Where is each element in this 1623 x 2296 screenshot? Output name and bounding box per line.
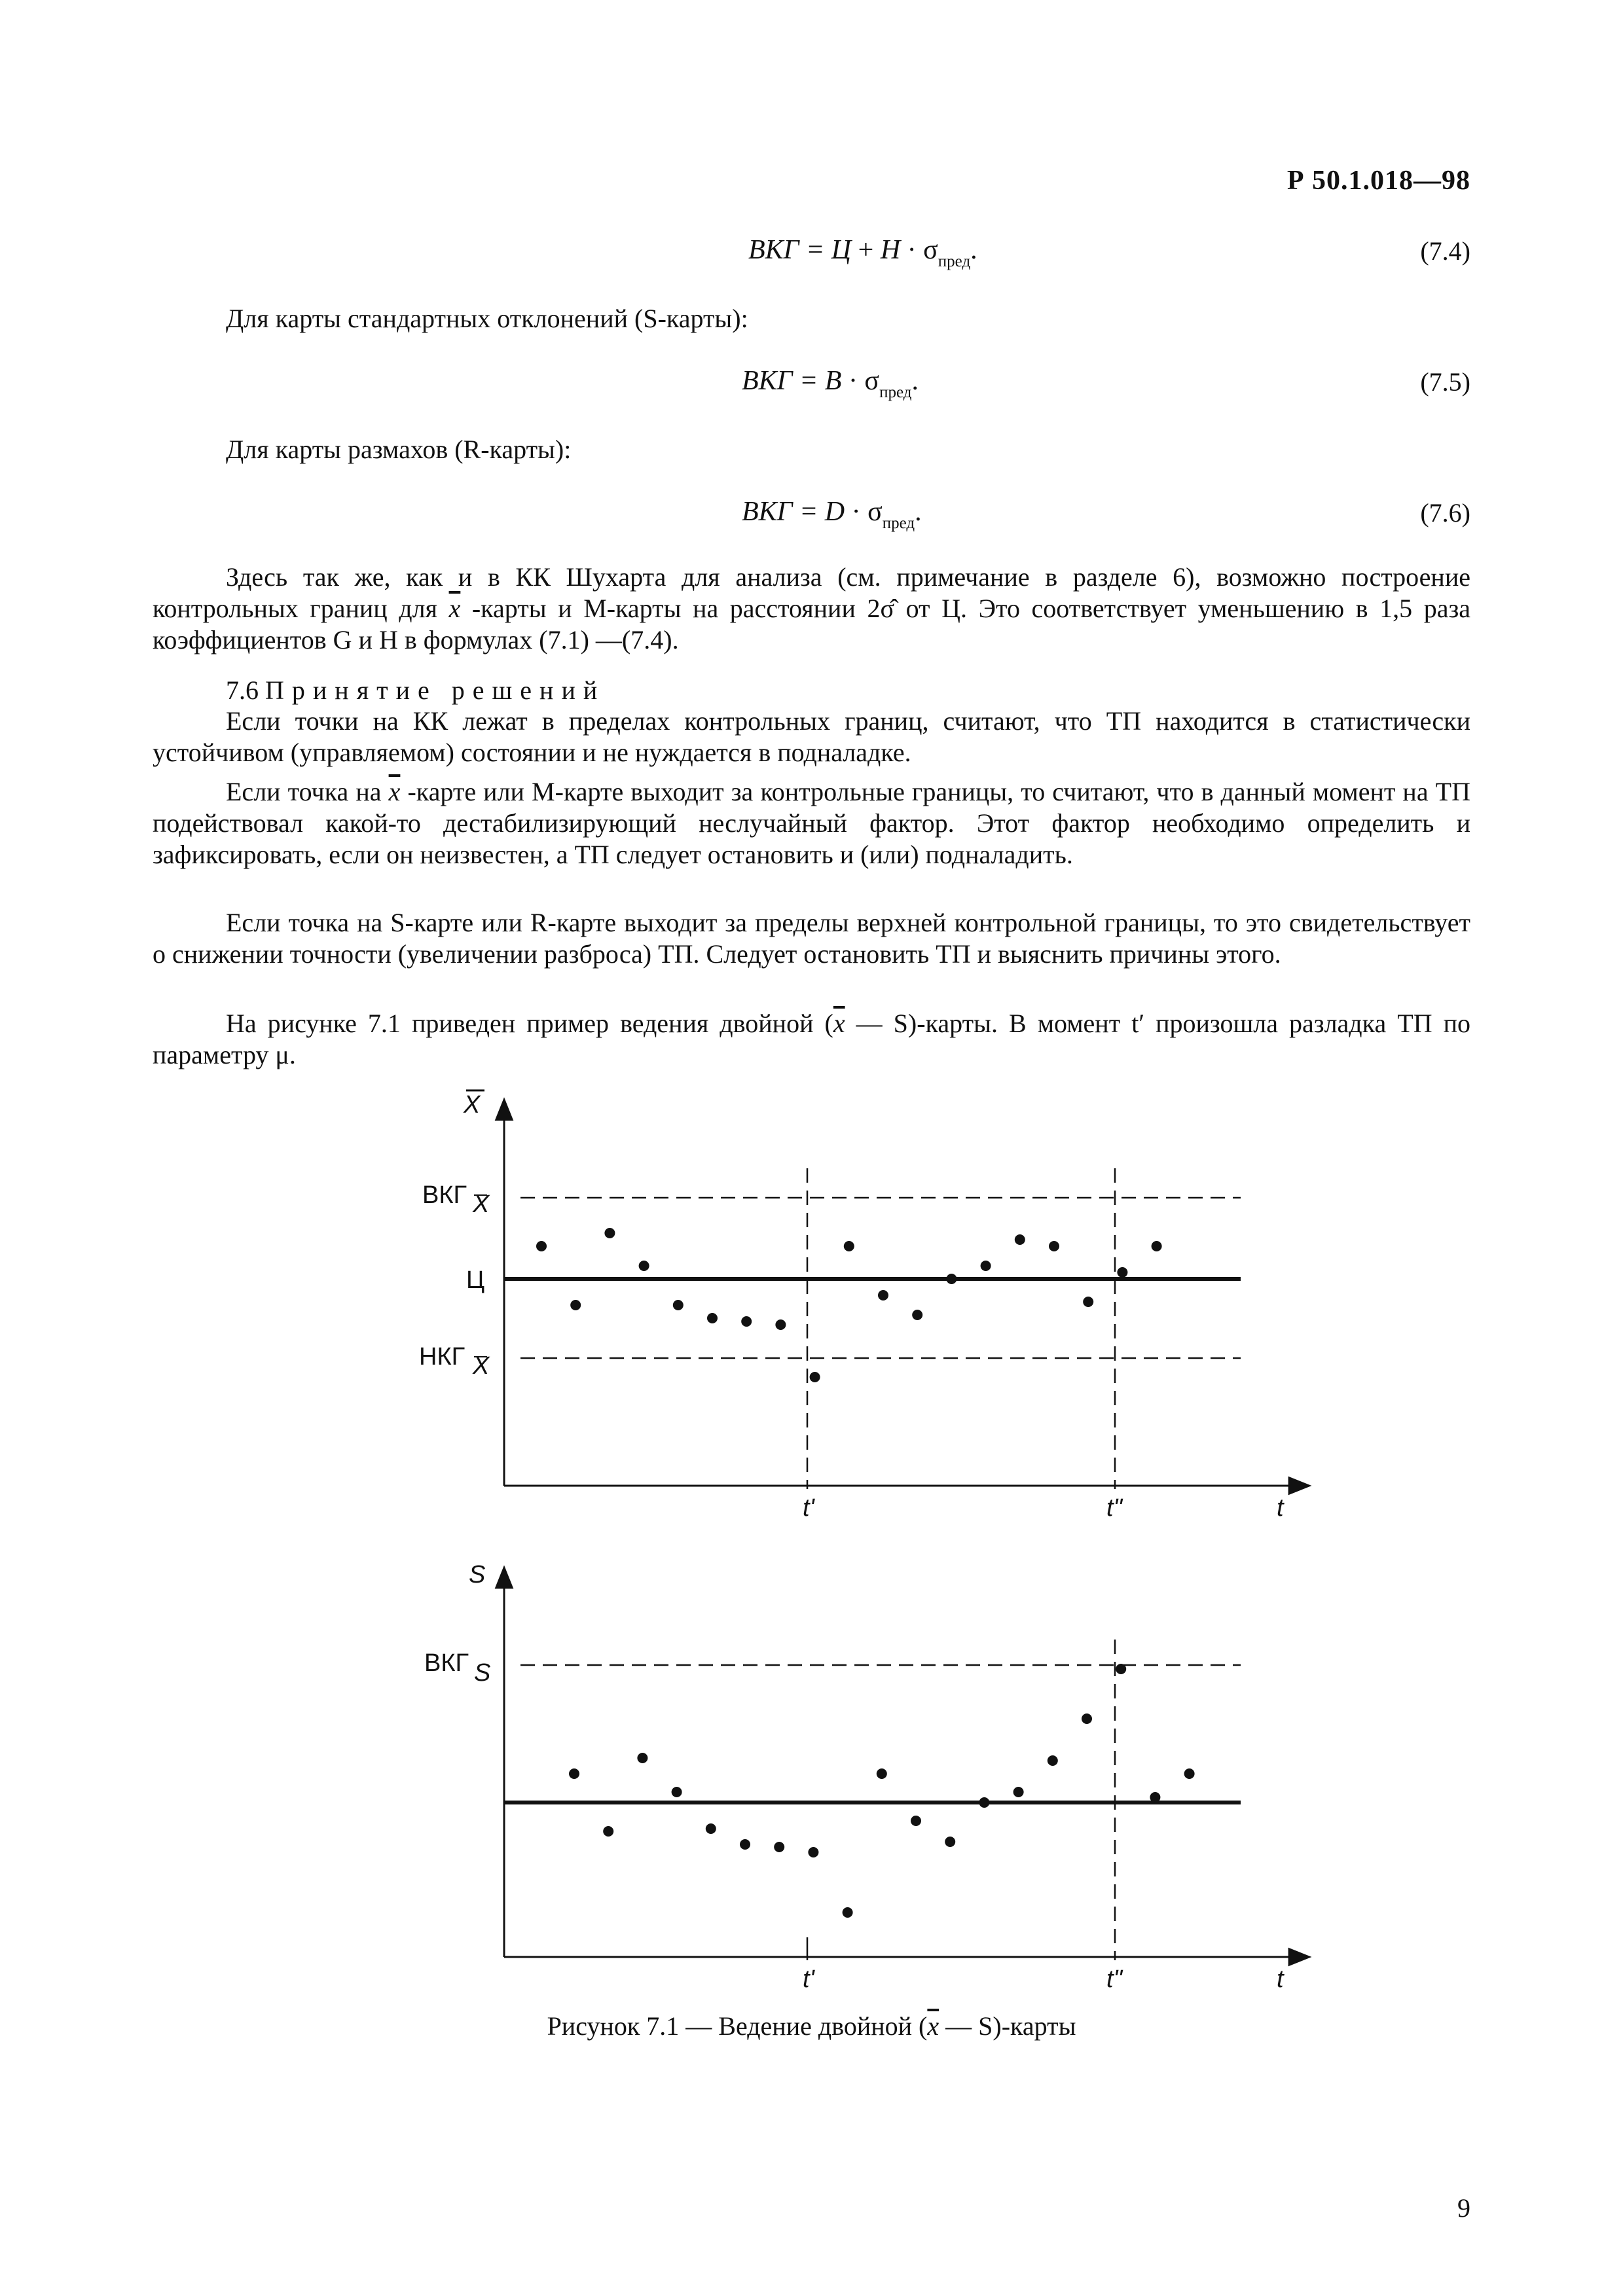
s-point — [945, 1837, 955, 1847]
xbar-point — [604, 1228, 615, 1238]
xbar-point — [570, 1300, 581, 1310]
caption-text: Рисунок 7.1 — Ведение двойной ( — [547, 2011, 928, 2041]
s-point — [603, 1826, 613, 1837]
xbar-ucl-sub: X — [473, 1191, 490, 1218]
paragraph-s-out: Если точка на S-карте или R-карте выходит за пределы верхней контрольной границы, то это свидетельствует о снижении точности (увеличении разброса) ТП. Следует остановить ТП и выяснить причины этого. — [153, 908, 1470, 969]
xbar-point — [1015, 1234, 1025, 1245]
s-point — [637, 1753, 647, 1763]
xbar-point — [775, 1319, 786, 1330]
para-text: — S)-карты. В момент t′ произошла разладка ТП по параметру μ. — [153, 1009, 1471, 1069]
s-point — [1082, 1713, 1092, 1724]
xbar-point — [946, 1274, 957, 1284]
s-point — [774, 1842, 784, 1852]
eq-sigma: · σ — [841, 366, 880, 396]
equation-number-7-6: (7.6) — [1420, 498, 1470, 528]
xbar-point — [912, 1310, 922, 1320]
eq-tail: . — [915, 497, 922, 527]
eq-coef: H — [880, 235, 901, 265]
s-point — [740, 1839, 750, 1850]
eq-sub: пред — [938, 253, 971, 270]
xbar-lcl-label: НКГ — [419, 1343, 465, 1371]
eq-sub: пред — [882, 514, 915, 532]
xbar-ucl-label: ВКГ — [422, 1181, 467, 1209]
xbar-point — [1152, 1241, 1162, 1251]
s-point — [672, 1787, 682, 1797]
xbar-point — [1049, 1241, 1059, 1251]
s-ucl-label: ВКГ — [424, 1649, 469, 1677]
eq-lhs: ВКГ = — [742, 497, 825, 527]
para-text: На рисунке 7.1 приведен пример ведения двойной ( — [226, 1009, 833, 1038]
xbar-symbol: $\overline{x}$ — [448, 594, 461, 623]
xbar-x-label: t — [1277, 1494, 1284, 1522]
para-text: -карты и М-карты на расстоянии 2σ̂ от Ц. Это соответствует уменьшению в 1,5 раза коэффициентов G и H в формулах (7.1) —(7.4). — [153, 594, 1470, 655]
s-point — [1116, 1664, 1126, 1674]
s-point — [1150, 1792, 1160, 1803]
eq-lhs: ВКГ = — [742, 366, 825, 396]
xbar-point — [1083, 1297, 1093, 1307]
xbar-point — [639, 1261, 649, 1271]
eq-coef: D — [824, 497, 845, 527]
xbar-point — [536, 1241, 547, 1251]
xbar-t1-label: t' — [803, 1494, 814, 1522]
s-point — [911, 1816, 921, 1826]
s-point — [1013, 1787, 1024, 1797]
xbar-symbol: $\overline{x}$ — [927, 2011, 939, 2041]
s-point — [569, 1768, 579, 1779]
section-title: Принятие решений — [265, 675, 606, 705]
xbar-symbol: $\overline{x}$ — [833, 1009, 845, 1038]
xbar-point — [673, 1300, 684, 1310]
paragraph-within-limits: Если точки на КК лежат в пределах контрольных границ, считают, что ТП находится в статистически устойчивом (управляемом) состоянии и не нуждается в подналадке. — [153, 706, 1470, 767]
s-ucl-sub: S — [474, 1659, 491, 1687]
xbar-point — [844, 1241, 854, 1251]
eq-tail: . — [911, 366, 919, 396]
s-points — [569, 1664, 1195, 1918]
s-point — [808, 1847, 818, 1857]
page-number: 9 — [1457, 2193, 1470, 2223]
caption-text: — S)-карты — [939, 2011, 1076, 2041]
equation-number-7-4: (7.4) — [1420, 236, 1470, 266]
xbar-point — [981, 1261, 991, 1271]
xbar-point — [878, 1290, 888, 1300]
s-x-label: t — [1277, 1965, 1284, 1993]
eq-op: + — [851, 235, 881, 265]
s-point — [1184, 1768, 1195, 1779]
s-y-label: S — [469, 1561, 486, 1588]
s-point — [877, 1768, 887, 1779]
section-number: 7.6 — [226, 675, 259, 705]
xbar-chart — [419, 1090, 1309, 1522]
xbar-y-label: X — [464, 1091, 481, 1119]
s-t2-label: t" — [1106, 1965, 1123, 1993]
eq-coef: B — [824, 366, 842, 396]
para-text: -карте или М-карте выходит за контрольные границы, то считают, что в данный момент на ТП подействовал какой-то дестабилизирующий неслучайный фактор. Этот фактор необходимо определить и зафиксировать, если он неизвестен, а ТП следует остановить и (или) подналадить. — [153, 777, 1470, 869]
xbar-point — [810, 1372, 820, 1382]
figure-caption — [0, 2011, 1623, 2041]
xbar-point — [1117, 1267, 1127, 1278]
eq-sigma: · σ — [845, 497, 883, 527]
r-chart-intro: Для карты размахов (R-карты): — [226, 435, 572, 464]
document-code: Р 50.1.018—98 — [1286, 166, 1470, 196]
s-chart — [424, 1561, 1309, 1993]
s-point — [706, 1823, 716, 1834]
para-text: Здесь так же, как и в КК Шухарта для анализа (см. примечание в разделе 6), возможно построение контрольных границ для — [153, 562, 1470, 623]
xbar-symbol: $\overline{x}$ — [388, 777, 401, 806]
s-point — [843, 1907, 853, 1918]
xbar-point — [741, 1316, 752, 1327]
s-chart-intro: Для карты стандартных отклонений (S-карты): — [226, 304, 748, 333]
xbar-points — [536, 1228, 1162, 1382]
xbar-point — [707, 1313, 718, 1323]
xbar-center-label: Ц — [466, 1266, 485, 1294]
xbar-lcl-sub: X — [473, 1352, 490, 1380]
para-text: Если точка на — [226, 777, 389, 806]
s-t1-label: t' — [803, 1965, 814, 1993]
s-point — [979, 1797, 989, 1808]
eq-tail: . — [970, 235, 977, 265]
s-point — [1048, 1755, 1058, 1766]
eq-sub: пред — [879, 384, 912, 401]
equation-number-7-5: (7.5) — [1420, 367, 1470, 397]
xbar-t2-label: t" — [1106, 1494, 1123, 1522]
eq-term: Ц — [831, 235, 852, 265]
eq-sigma: · σ — [900, 235, 938, 265]
eq-lhs: ВКГ = — [748, 235, 831, 265]
